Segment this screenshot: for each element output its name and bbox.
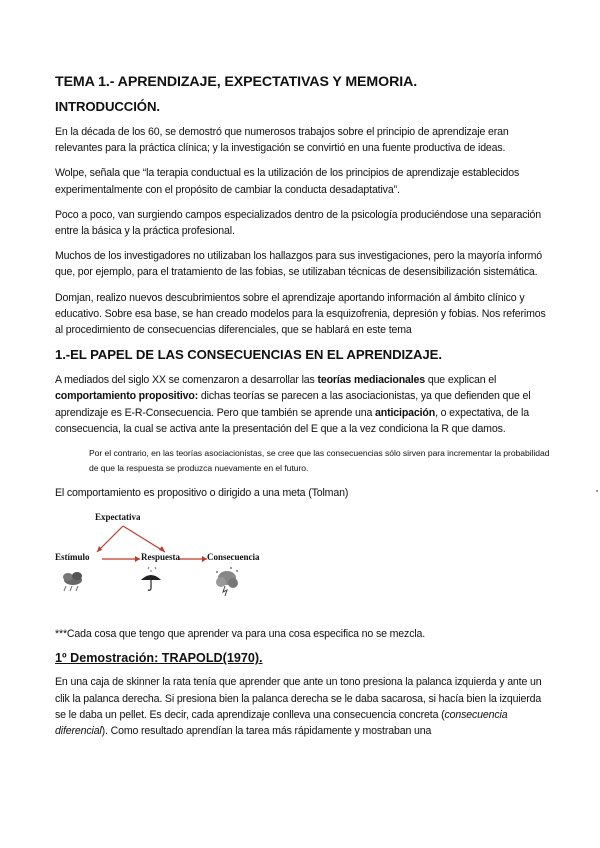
expectancy-arrow-left [97, 526, 123, 552]
intro-heading: INTRODUCCIÓN. [55, 99, 160, 114]
demo-heading: 1º Demostración: TRAPOLD(1970). [55, 651, 263, 666]
label-estimulo: Estímulo [55, 552, 90, 563]
text-run: dichas teorías se parecen a las asociacionistas, ya que defienden que el aprendizaje es E-R-Consecuencia. Pero que también se aprende una [55, 390, 531, 419]
italic-term: consecuencia diferencial [55, 708, 508, 738]
bold-term: comportamiento propositivo: [55, 390, 199, 403]
bold-term: teorías mediacionales [317, 374, 426, 387]
page-title: TEMA 1.- APRENDIZAJE, EXPECTATIVAS Y MEMORIA. [55, 74, 418, 90]
tolman-line: El comportamiento es propositivo o dirigido a una meta (Tolman) [55, 487, 349, 500]
label-consecuencia: Consecuencia [207, 552, 260, 563]
diagram-arrows [55, 510, 295, 620]
quote-block: Por el contrario, en las teorías asociacionistas, se cree que las consecuencias sólo sirven para incrementar la probabilidad de que la respuesta se produzca nuevamente en el futuro. [89, 448, 550, 474]
text-run: , o expectativa, de la consecuencia, la cual se activa ante la presentación del E que a la vez condiciona la R que damos. [55, 406, 529, 435]
text-run: que explican el [425, 374, 497, 387]
cloud-icon [63, 572, 82, 591]
note-line: ***Cada cosa que tengo que aprender va para una cosa especifica no se mezcla. [55, 628, 426, 641]
bold-term: anticipación [375, 406, 436, 419]
consequence-icon [216, 567, 238, 596]
demo-paragraph [55, 674, 550, 739]
arrowhead [97, 546, 102, 552]
text-run: A mediados del siglo XX se comenzaron a desarrollar las [55, 374, 318, 387]
intro-paragraph: Poco a poco, van surgiendo campos especializados dentro de la psicología produciéndose una separación entre la básica y la práctica profesional. [55, 208, 542, 238]
text-run: ). Como resultado aprendían la tarea más rápidamente y mostraban una [101, 725, 432, 738]
expectancy-arrow-right [123, 526, 165, 552]
arrowhead [135, 556, 140, 562]
intro-paragraph: Muchos de los investigadores no utilizaban los hallazgos para sus investigaciones, pero la mayoría informó que, por ejemplo, para el tratamiento de las fobias, se utilizaban técnicas de desensibilización sistemática. [55, 250, 542, 279]
intro-paragraph: Wolpe, señala que “la terapia conductual es la utilización de los principios de aprendizaje establecidos experimentalmente con el propósito de cambiar la conducta desadaptativa”. [55, 167, 520, 196]
expectancy-diagram [55, 510, 295, 620]
text-run: En una caja de skinner la rata tenía que aprender que ante un tono presiona la palanca izquierda y ante un clik la palanca derecha. Si presiona bien la palanca derecha se le daba sacarosa, si hacía bien la izquierda se le daba un pellet. Es decir, cada aprendizaje conlleva una consecuencia concreta ( [55, 676, 542, 721]
intro-paragraph: En la década de los 60, se demostró que numerosos trabajos sobre el principio de aprendizaje eran relevantes para la práctica clínica; y la investigación se convirtió en una fuente productiva de ideas. [55, 126, 509, 155]
label-expectativa: Expectativa [95, 512, 141, 523]
section-heading: 1.-EL PAPEL DE LAS CONSECUENCIAS EN EL APRENDIZAJE. [55, 347, 442, 363]
intro-paragraph: Domjan, realizo nuevos descubrimientos sobre el aprendizaje aportando información al ámbito clínico y educativo. Sobre esa base, se han creado modelos para la esquizofrenia, depresión y fobias. Nos referimos al procedimiento de consecuencias diferenciales, que se hablará en este tema [55, 291, 546, 337]
section-paragraph [55, 372, 550, 437]
label-respuesta: Respuesta [141, 552, 181, 563]
umbrella-icon [141, 567, 161, 590]
margin-dot [596, 490, 598, 492]
document-body [55, 74, 550, 748]
